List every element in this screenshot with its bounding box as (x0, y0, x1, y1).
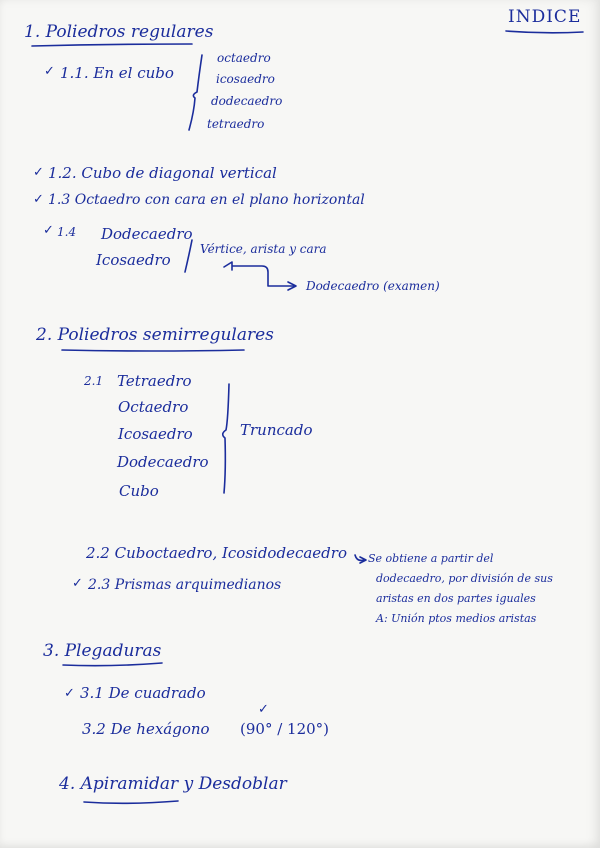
item-1-3-label: 1.3 Octaedro con cara en el plano horizontal (48, 192, 365, 208)
item-2-1-list-item: Tetraedro (117, 372, 192, 390)
checkmark: ✓ (33, 165, 44, 180)
item-1-1-list-item: tetraedro (207, 117, 265, 131)
section-3-title: 3. Plegaduras (43, 641, 162, 661)
section-1-title: 1. Poliedros regulares (24, 22, 214, 42)
item-2-1-group-label: Truncado (240, 421, 313, 439)
item-2-2-label: 2.2 Cuboctaedro, Icosidodecaedro (86, 544, 347, 562)
item-1-1-list-item: octaedro (217, 51, 271, 65)
checkmark: ✓ (64, 686, 75, 701)
item-1-4-note: Vértice, arista y cara (200, 242, 327, 256)
item-2-2-note-line: dodecaedro, por división de sus (376, 572, 553, 585)
item-1-4-number: 1.4 (57, 225, 77, 239)
item-2-2-note-line: A: Unión ptos medios aristas (376, 612, 537, 625)
item-1-1-brace (189, 55, 202, 130)
section-1-underline (32, 44, 192, 46)
item-2-1-list-item: Icosaedro (118, 425, 193, 443)
checkmark: ✓ (258, 702, 269, 717)
item-2-3-label: 2.3 Prismas arquimedianos (88, 577, 282, 593)
item-2-1-number: 2.1 (84, 374, 104, 388)
item-1-1-label: 1.1. En el cubo (60, 64, 174, 82)
item-1-4-arrow-up (224, 262, 294, 286)
item-2-1-list-item: Octaedro (118, 398, 189, 416)
item-1-4-arrowhead (288, 282, 296, 290)
item-3-1-label: 3.1 De cuadrado (80, 684, 206, 702)
item-2-1-list-item: Dodecaedro (117, 453, 209, 471)
item-2-1-brace (223, 384, 229, 493)
section-2-title: 2. Poliedros semirregulares (36, 325, 274, 345)
checkmark: ✓ (72, 576, 83, 591)
item-1-1-list-item: icosaedro (216, 72, 275, 86)
checkmark: ✓ (33, 192, 44, 207)
item-1-4-list-item: Icosaedro (96, 251, 171, 269)
section-4-underline (84, 801, 178, 803)
item-2-2-note-line: Se obtiene a partir del (368, 552, 494, 565)
item-1-4-arrow-text: Dodecaedro (examen) (306, 279, 440, 293)
index-heading: INDICE (508, 7, 582, 27)
item-3-2-angles: (90° / 120°) (240, 720, 330, 738)
item-2-1-list-item: Cubo (119, 482, 159, 500)
item-1-1-list-item: dodecaedro (211, 94, 283, 108)
item-1-4-list-item: Dodecaedro (101, 225, 193, 243)
item-1-2-label: 1.2. Cubo de diagonal vertical (48, 164, 277, 182)
item-2-2-arrowhead (360, 557, 366, 563)
checkmark: ✓ (44, 64, 55, 79)
item-2-2-note-line: aristas en dos partes iguales (376, 592, 536, 605)
checkmark: ✓ (43, 223, 54, 238)
item-2-2-arrow (355, 555, 364, 560)
item-3-2-label: 3.2 De hexágono (82, 720, 210, 738)
item-1-4-brace (185, 240, 192, 272)
index-underline (506, 31, 583, 33)
section-3-underline (63, 663, 162, 666)
section-2-underline (62, 350, 244, 351)
section-4-title: 4. Apiramidar y Desdoblar (59, 774, 287, 794)
